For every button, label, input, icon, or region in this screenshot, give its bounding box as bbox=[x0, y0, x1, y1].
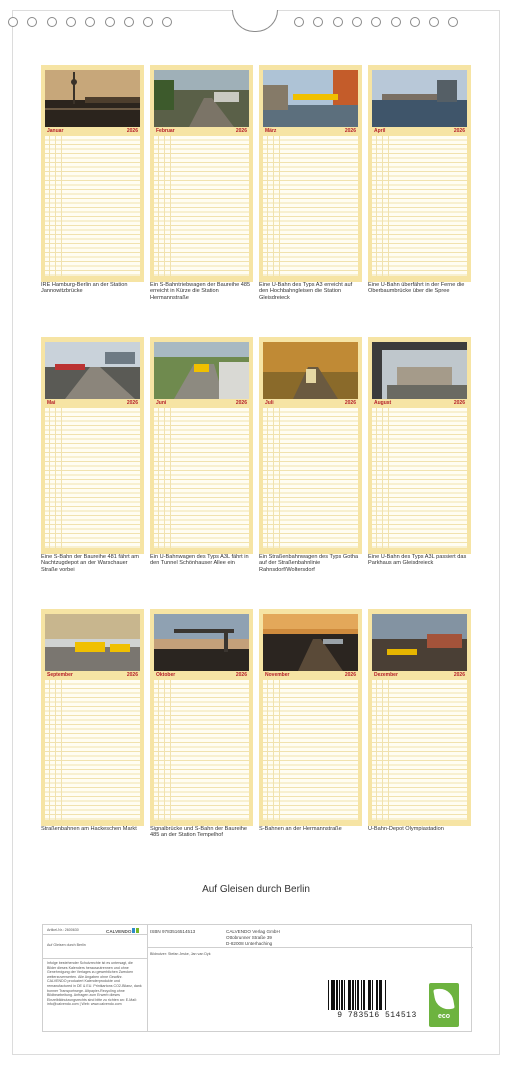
grid-column-line bbox=[376, 680, 377, 820]
product-title: Auf Gleisen durch Berlin bbox=[47, 943, 86, 947]
day-grid bbox=[263, 136, 358, 276]
month-name: September bbox=[47, 672, 73, 678]
imprint-rule bbox=[147, 947, 473, 948]
binding-hole bbox=[313, 17, 323, 27]
month-year: 2026 bbox=[126, 128, 138, 134]
grid-column-line bbox=[55, 408, 56, 548]
grid-column-line bbox=[382, 136, 383, 276]
grid-column-line bbox=[49, 408, 50, 548]
binding-hole bbox=[124, 17, 134, 27]
day-grid bbox=[154, 680, 249, 820]
grid-column-line bbox=[382, 408, 383, 548]
photo-caption: Eine U-Bahn des Typs A3 erreicht auf den Hochbahngleisen die Station Gleisdreieck bbox=[259, 282, 353, 301]
month-year: 2026 bbox=[126, 400, 138, 406]
month-name: Oktober bbox=[156, 672, 176, 678]
month-year: 2026 bbox=[235, 128, 247, 134]
day-grid bbox=[372, 136, 467, 276]
grid-column-line bbox=[267, 680, 268, 820]
grid-column-line bbox=[267, 408, 268, 548]
barcode-number: 9 783516 514513 bbox=[337, 1011, 417, 1020]
photo-caption: Eine U-Bahn überfährt in der Ferne die Oberbaumbrücke über die Spree bbox=[368, 282, 465, 295]
calvendo-logo bbox=[106, 927, 142, 935]
grid-column-line bbox=[376, 136, 377, 276]
grid-column-line bbox=[279, 680, 280, 820]
binding-hole bbox=[143, 17, 153, 27]
month-name: August bbox=[374, 400, 392, 406]
month-photo bbox=[372, 614, 467, 671]
grid-column-line bbox=[55, 680, 56, 820]
photo-caption: IRE Hamburg-Berlin an der Station Jannowitzbrücke bbox=[41, 282, 128, 295]
month-panel-dezember bbox=[368, 609, 471, 826]
grid-column-line bbox=[382, 680, 383, 820]
grid-column-line bbox=[55, 136, 56, 276]
month-year: 2026 bbox=[344, 400, 356, 406]
grid-column-line bbox=[164, 408, 165, 548]
month-photo bbox=[263, 342, 358, 399]
month-panel-juni bbox=[150, 337, 253, 554]
month-header bbox=[372, 672, 467, 679]
grid-column-line bbox=[164, 680, 165, 820]
day-grid bbox=[154, 136, 249, 276]
grid-column-line bbox=[170, 136, 171, 276]
binding-hole bbox=[66, 17, 76, 27]
barcode-bars bbox=[328, 980, 426, 1010]
photo-caption: Ein S-Bahntriebwagen der Baureihe 485 erreicht in Kürze die Station Hermannstraße bbox=[150, 282, 251, 301]
month-photo bbox=[372, 342, 467, 399]
binding-hole bbox=[333, 17, 343, 27]
month-panel-november bbox=[259, 609, 362, 826]
month-photo bbox=[45, 342, 140, 399]
grid-column-line bbox=[158, 136, 159, 276]
article-number: Artikel-Nr.: 2600630 bbox=[47, 928, 79, 932]
month-header bbox=[154, 400, 249, 407]
month-photo bbox=[154, 342, 249, 399]
photo-caption: Eine S-Bahn der Baureihe 481 fährt am Nachtzugdepot an der Warschauer Straße vorbei bbox=[41, 554, 139, 573]
month-header bbox=[372, 128, 467, 135]
binding-hole bbox=[391, 17, 401, 27]
day-grid bbox=[263, 680, 358, 820]
month-photo bbox=[372, 70, 467, 127]
publisher-street: Ottobrunner Straße 39 bbox=[226, 935, 272, 940]
leaf-icon bbox=[433, 987, 455, 1012]
month-year: 2026 bbox=[344, 128, 356, 134]
month-name: März bbox=[265, 128, 277, 134]
binding-hole bbox=[85, 17, 95, 27]
binding-hole bbox=[429, 17, 439, 27]
month-panel-januar bbox=[41, 65, 144, 282]
month-header bbox=[263, 128, 358, 135]
grid-column-line bbox=[279, 136, 280, 276]
photo-caption: Signalbrücke und S-Bahn der Baureihe 485 an der Station Tempelhof bbox=[150, 826, 248, 839]
month-name: Februar bbox=[156, 128, 175, 134]
day-grid bbox=[372, 408, 467, 548]
month-photo bbox=[154, 70, 249, 127]
eco-badge bbox=[429, 983, 459, 1027]
grid-column-line bbox=[61, 680, 62, 820]
month-name: Juni bbox=[156, 400, 167, 406]
month-year: 2026 bbox=[453, 672, 465, 678]
month-year: 2026 bbox=[235, 400, 247, 406]
month-photo bbox=[154, 614, 249, 671]
grid-column-line bbox=[164, 136, 165, 276]
month-photo bbox=[263, 70, 358, 127]
barcode bbox=[322, 978, 432, 1022]
publisher-city: D-82008 Unterhaching bbox=[226, 941, 273, 946]
month-photo bbox=[45, 614, 140, 671]
month-year: 2026 bbox=[453, 128, 465, 134]
month-panel-oktober bbox=[150, 609, 253, 826]
month-panel-august bbox=[368, 337, 471, 554]
binding-hole bbox=[8, 17, 18, 27]
month-header bbox=[154, 672, 249, 679]
month-name: Januar bbox=[47, 128, 64, 134]
grid-column-line bbox=[388, 680, 389, 820]
publisher-name: CALVENDO Verlag GmbH bbox=[226, 929, 280, 934]
month-name: Dezember bbox=[374, 672, 398, 678]
binding-hole bbox=[410, 17, 420, 27]
photo-credit: Bildnutzer: Stefan Jeske, Jan van Dyk bbox=[150, 952, 211, 956]
month-panel-februar bbox=[150, 65, 253, 282]
grid-column-line bbox=[170, 408, 171, 548]
month-photo bbox=[45, 70, 140, 127]
month-panel-juli bbox=[259, 337, 362, 554]
day-grid bbox=[45, 408, 140, 548]
month-header bbox=[372, 400, 467, 407]
month-name: Juli bbox=[265, 400, 274, 406]
calendar-title: Auf Gleisen durch Berlin bbox=[202, 884, 310, 895]
legal-text: Infolge bestehender Schutzrechte ist es untersagt, die Bilder dieses Kalenders herauszutrennen und ohne Genehmigung der Verlages zu gewerblichen Zwecken weiterzuverwerten. Alle Angaben ohne Gewähr. CALVENDO produziert Kalenderprodukte und remanufactured in DE & EU. Printkartons CO2-Bilanz, dank bonner Transportwege. Altpapier-Recycling ohne Bildbearbeitung. Anfragen zum Erwerb dieses Einzelbildnutzungsrechts sind bitte zu richten an: E-Mail: info@calvendo.com | Web: www.calvendo.com bbox=[47, 961, 142, 1007]
month-panel-märz bbox=[259, 65, 362, 282]
month-photo bbox=[263, 614, 358, 671]
day-grid bbox=[263, 408, 358, 548]
grid-column-line bbox=[279, 408, 280, 548]
imprint-divider bbox=[147, 925, 148, 1031]
day-grid bbox=[154, 408, 249, 548]
month-year: 2026 bbox=[235, 672, 247, 678]
binding-hole bbox=[448, 17, 458, 27]
month-year: 2026 bbox=[344, 672, 356, 678]
grid-column-line bbox=[273, 680, 274, 820]
photo-caption: Ein U-Bahnwagen des Typs A3L fährt in den Tunnel Schönhauser Allee ein bbox=[150, 554, 249, 567]
barcode-bar bbox=[386, 980, 387, 1010]
month-year: 2026 bbox=[126, 672, 138, 678]
photo-caption: Straßenbahnen am Hackeschen Markt bbox=[41, 826, 137, 832]
month-year: 2026 bbox=[453, 400, 465, 406]
binding-hole bbox=[371, 17, 381, 27]
day-grid bbox=[45, 680, 140, 820]
month-panel-april bbox=[368, 65, 471, 282]
photo-caption: S-Bahnen an der Hermannstraße bbox=[259, 826, 342, 832]
day-grid bbox=[45, 136, 140, 276]
month-header bbox=[45, 400, 140, 407]
grid-column-line bbox=[273, 136, 274, 276]
grid-column-line bbox=[61, 408, 62, 548]
eco-label: eco bbox=[437, 1013, 451, 1020]
grid-column-line bbox=[267, 136, 268, 276]
photo-caption: U-Bahn-Depot Olympiastadion bbox=[368, 826, 444, 832]
month-panel-september bbox=[41, 609, 144, 826]
month-header bbox=[45, 672, 140, 679]
binding-hole bbox=[47, 17, 57, 27]
month-name: April bbox=[374, 128, 386, 134]
month-panel-mai bbox=[41, 337, 144, 554]
svg-text:CALVENDO: CALVENDO bbox=[106, 929, 132, 934]
month-name: November bbox=[265, 672, 290, 678]
grid-column-line bbox=[158, 408, 159, 548]
photo-caption: Eine U-Bahn des Typs A3L passiert das Parkhaus am Gleisdreieck bbox=[368, 554, 467, 567]
day-grid bbox=[372, 680, 467, 820]
month-header bbox=[263, 672, 358, 679]
month-header bbox=[45, 128, 140, 135]
binding-hole bbox=[105, 17, 115, 27]
imprint-rule bbox=[43, 958, 147, 959]
binding-hole bbox=[294, 17, 304, 27]
binding-hole bbox=[27, 17, 37, 27]
grid-column-line bbox=[49, 680, 50, 820]
grid-column-line bbox=[388, 136, 389, 276]
binding-hole bbox=[162, 17, 172, 27]
grid-column-line bbox=[170, 680, 171, 820]
grid-column-line bbox=[49, 136, 50, 276]
photo-caption: Ein Straßenbahnwagen des Typs Gotha auf der Straßenbahnlinie Rahnsdorf/Woltersdorf bbox=[259, 554, 359, 573]
grid-column-line bbox=[273, 408, 274, 548]
grid-column-line bbox=[61, 136, 62, 276]
month-header bbox=[263, 400, 358, 407]
month-name: Mai bbox=[47, 400, 56, 406]
grid-column-line bbox=[158, 680, 159, 820]
isbn: ISBN 9783516514513 bbox=[150, 929, 196, 934]
grid-column-line bbox=[388, 408, 389, 548]
month-header bbox=[154, 128, 249, 135]
binding-hole bbox=[352, 17, 362, 27]
grid-column-line bbox=[376, 408, 377, 548]
